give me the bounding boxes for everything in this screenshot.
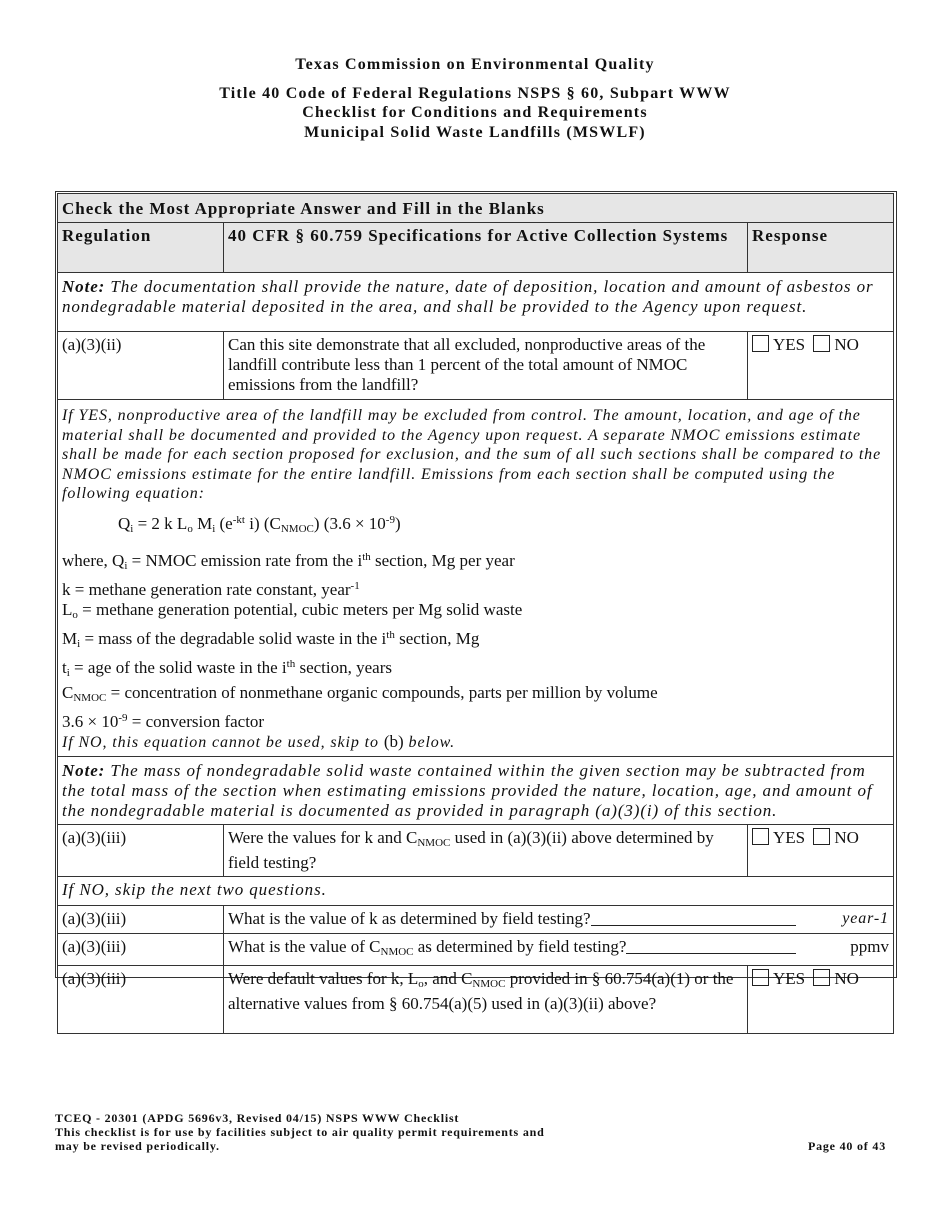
document-subtitle-2: Municipal Solid Waste Landfills (MSWLF)	[304, 124, 646, 141]
note-documentation	[58, 273, 894, 332]
note-label: Note:	[62, 277, 106, 296]
definition-cnmoc: $C_{NMOC}$ = concentration of nonmethane organic compounds, parts per million by volume	[62, 682, 658, 704]
response-cell	[748, 332, 894, 400]
page-number: Page 40 of 43	[807, 1139, 886, 1153]
checklist-table	[57, 193, 894, 1034]
no-label: NO	[834, 828, 859, 847]
emission-equation: $Q_i = 2$ k $L_o$ $M_i$ ($e^{-kt}$ i) $(C_{NMOC}) (3.6 \times 10^{-9})$	[118, 513, 401, 535]
question-row	[58, 332, 894, 400]
footer-usage-note-2: may be revised periodically.	[55, 1139, 220, 1153]
unit-label: ppmv	[850, 937, 890, 956]
question-cell: What is the value of $C_{NMOC}$ as determined by field testing? ppmv	[224, 934, 894, 966]
agency-name: Texas Commission on Environmental Quality	[295, 56, 655, 73]
yes-checkbox[interactable]	[752, 335, 769, 352]
definition-q: where, $Q_i$ = NMOC emission rate from the $i^{th}$ section, Mg per year	[62, 550, 515, 572]
unit-label: year-1	[842, 910, 890, 927]
regulation-cell: (a)(3)(iii)	[58, 906, 224, 934]
yes-checkbox[interactable]	[752, 828, 769, 845]
if-no-instruction: If NO, this equation cannot be used, skip to (b) below.	[62, 731, 455, 751]
yes-label: YES	[773, 828, 806, 847]
question-row	[58, 966, 894, 1034]
yes-label: YES	[773, 335, 806, 354]
definition-t: $t_i$ = age of the solid waste in the $i^{th}$ section, years	[62, 657, 392, 679]
question-cell: Were the values for k and $C_{NMOC}$ used in (a)(3)(ii) above determined by field testing?	[224, 825, 748, 877]
regulation-cell: (a)(3)(iii)	[58, 966, 224, 1034]
response-cell	[748, 825, 894, 877]
no-checkbox[interactable]	[813, 828, 830, 845]
definition-k: k = methane generation rate constant, year$^{-1}$	[62, 579, 360, 599]
skip-note: If NO, skip the next two questions.	[58, 877, 894, 906]
note-row	[58, 757, 894, 825]
column-header-regulation: Regulation	[58, 223, 224, 273]
banner: Check the Most Appropriate Answer and Fill in the Blanks	[58, 194, 894, 223]
note-row	[58, 273, 894, 332]
regulation-cell: (a)(3)(iii)	[58, 934, 224, 966]
response-cell	[748, 966, 894, 1034]
column-header-section: 40 CFR § 60.759 Specifications for Active Collection Systems	[224, 223, 748, 273]
banner-row	[58, 194, 894, 223]
no-label: NO	[834, 335, 859, 354]
column-header-response: Response	[748, 223, 894, 273]
document-title: Title 40 Code of Federal Regulations NSPS § 60, Subpart WWW	[219, 85, 731, 102]
note-text: The mass of nondegradable solid waste contained within the given section may be subtracted from the total mass of the section when estimating emissions provided the nature, location, age, and amount of the nondegradable material is documented as provided in paragraph (a)(3)(i) of this section.	[62, 761, 873, 820]
definition-conversion: $3.6 \times 10^{-9}$ = conversion factor	[62, 711, 265, 731]
equation-block	[58, 400, 894, 757]
footer-form-id: TCEQ - 20301 (APDG 5696v3, Revised 04/15) NSPS WWW Checklist	[55, 1111, 460, 1125]
no-checkbox[interactable]	[813, 969, 830, 986]
cnmoc-value-input[interactable]	[626, 938, 796, 954]
regulation-cell: (a)(3)(iii)	[58, 825, 224, 877]
no-checkbox[interactable]	[813, 335, 830, 352]
yes-label: YES	[773, 969, 806, 988]
question-row	[58, 934, 894, 966]
k-value-input[interactable]	[591, 910, 796, 926]
note-text: The documentation shall provide the nature, date of deposition, location and amount of asbestos or nondegradable material deposited in the area, and shall be provided to the Agency upon request.	[62, 277, 874, 316]
skip-row	[58, 877, 894, 906]
note-label: Note:	[62, 761, 106, 780]
question-cell: What is the value of k as determined by field testing? year-1	[224, 906, 894, 934]
yes-checkbox[interactable]	[752, 969, 769, 986]
question-cell: Can this site demonstrate that all excluded, nonproductive areas of the landfill contribute less than 1 percent of the total amount of NMOC emissions from the landfill?	[224, 332, 748, 400]
question-row	[58, 825, 894, 877]
question-row	[58, 906, 894, 934]
regulation-cell: (a)(3)(ii)	[58, 332, 224, 400]
question-cell: Were default values for k, $L_o$, and $C_{NMOC}$ provided in § 60.754(a)(1) or the alternative values from § 60.754(a)(5) used in (a)(3)(ii) above?	[224, 966, 748, 1034]
note-nondegradable	[58, 757, 894, 825]
column-header-row	[58, 223, 894, 273]
footer-usage-note: This checklist is for use by facilities subject to air quality permit requirements and	[55, 1125, 545, 1139]
definition-m: $M_i$ = mass of the degradable solid waste in the $i^{th}$ section, Mg	[62, 628, 480, 650]
no-label: NO	[834, 969, 859, 988]
document-subtitle: Checklist for Conditions and Requirements	[302, 104, 648, 121]
equation-row	[58, 400, 894, 757]
equation-intro: If YES, nonproductive area of the landfill may be excluded from control. The amount, location, and age of the material shall be documented and provided to the Agency upon request. A separate NMOC emissions estimate shall be made for each section proposed for exclusion, and the sum of all such sections shall be compared to the NMOC emissions estimate for the entire landfill. Emissions from each section shall be computed using the following equation:	[62, 407, 882, 502]
definition-lo: $L_o$ = methane generation potential, cubic meters per Mg solid waste	[62, 599, 523, 621]
